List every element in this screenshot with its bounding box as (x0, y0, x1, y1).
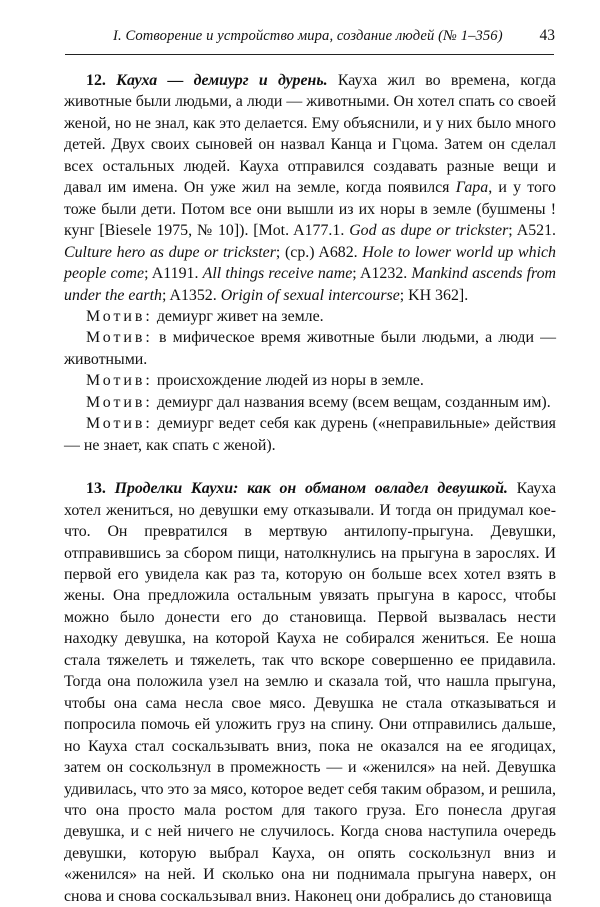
page-content (64, 70, 556, 907)
motif-line (64, 413, 556, 456)
italic-run: God as dupe or trickster (349, 222, 509, 240)
entry-13-paragraph (64, 478, 556, 907)
motif-label: Мотив: (86, 393, 153, 411)
motif-label: Мотив: (86, 372, 153, 390)
running-title: I. Сотворение и устройство мира, создание людей (№ 1–356) (113, 28, 503, 44)
italic-run: Origin of sexual intercourse (220, 286, 400, 304)
motif-text: демиург ведет себя как дурень («неправильные» действия — не знает, как спать с женой). (64, 415, 556, 454)
text-run: Кауха жил во времена, когда животные были людьми, а люди — животными. Он хотел спать со своей женой, но не знал, как это делается. Ему объяснили, и у них было много детей. Двух своих сыновей он назвал Канца и Гцома. Затем он сделал всех остальных людей. Кауха отправился создавать разные вещи и давал им имена. Он уже жил на земле, когда появился (64, 72, 556, 197)
entry-13-title: Проделки Каухи: как он обманом овладел девушкой. (114, 480, 508, 498)
entry-13-body: Кауха хотел жениться, но девушки ему отказывали. И тогда он придумал кое-что. Он превратился в мертвую антилопу-прыгуна. Девушки, отправившись за сбором пищи, натолкнулись на прыгуна в зарослях. И первой его увидела как раз та, которую он больше всех хотел взять в жены. Она предложила остальным увязать прыгуна в каросс, чтобы можно было донести его до становища. Первой вызвалась нести находку девушка, на которой Кауха не собирался жениться. Ее ноша стала тяжелеть и тяжелеть, так что вскоре совершенно ее придавила. Тогда она положила узел на землю и сказала той, что нашла прыгуна, чтобы она сама несла свое мясо. Девушка не стала отказываться и попросила помочь ей уложить груз на спину. Они отправились дальше, но Кауха стал соскальзывать вниз, пока не оказался на ее ягодицах, затем он соскользнул в промежность — и «женился» на ней. Девушка удивилась, что это за мясо, которое ведет себя таким образом, и решила, что она просто мала ростом для такого груза. Его понесла другая девушка, и с ней ничего не случилось. Когда снова наступила очередь девушки, которую выбрал Кауха, он опять соскользнул вниз и «женился» на ней. И сколько она ни поднимала прыгуна наверх, он снова и снова соскальзывал вниз. Наконец они добрались до становища (64, 480, 556, 905)
text-run: ; KH 362]. (399, 286, 469, 304)
italic-run: Mankind ascends from under the earth (64, 265, 557, 304)
motif-text: в мифическое время животные были людьми, а люди — животными. (64, 329, 556, 368)
motif-label: Мотив: (86, 307, 153, 325)
text-run: ; (ср.) A682. (275, 243, 363, 261)
text-run: ; A1191. (144, 265, 203, 283)
italic-run: Гара (455, 179, 489, 197)
motif-line (64, 370, 556, 391)
entry-12-title: Кауха — демиург и дурень. (116, 72, 328, 89)
text-run: ; A521. (508, 222, 557, 240)
page-number: 43 (539, 27, 555, 44)
text-run: ; A1232. (352, 265, 412, 283)
motif-line (64, 327, 556, 370)
entry-separator (64, 456, 556, 478)
motif-text: демиург дал названия всему (всем вещам, созданным им). (156, 393, 551, 411)
motif-line (64, 306, 556, 327)
italic-run: All things receive name (202, 265, 353, 283)
italic-run: Culture hero as dupe or trickster (64, 243, 276, 261)
entry-12-paragraph (64, 70, 556, 306)
motif-text: демиург живет на земле. (156, 307, 324, 325)
header-rule (65, 54, 554, 55)
running-header (0, 12, 600, 52)
entry-12-body (64, 72, 556, 304)
motif-label: Мотив: (86, 415, 153, 433)
motif-line (64, 392, 556, 413)
entry-12-number: 12. (86, 72, 106, 89)
text-run: , и у того тоже были дети. Потом все они вышли из их норы в земле (бушмены !кунг [Biesele 1975, № 10]). [Mot. A177.1. (64, 179, 556, 240)
motif-text: происхождение людей из норы в земле. (156, 372, 424, 390)
text-run: ; A1352. (161, 286, 221, 304)
entry-13-number: 13. (86, 480, 106, 498)
italic-run: Hole to lower world up which people come (64, 243, 556, 283)
motif-label: Мотив: (86, 329, 153, 347)
